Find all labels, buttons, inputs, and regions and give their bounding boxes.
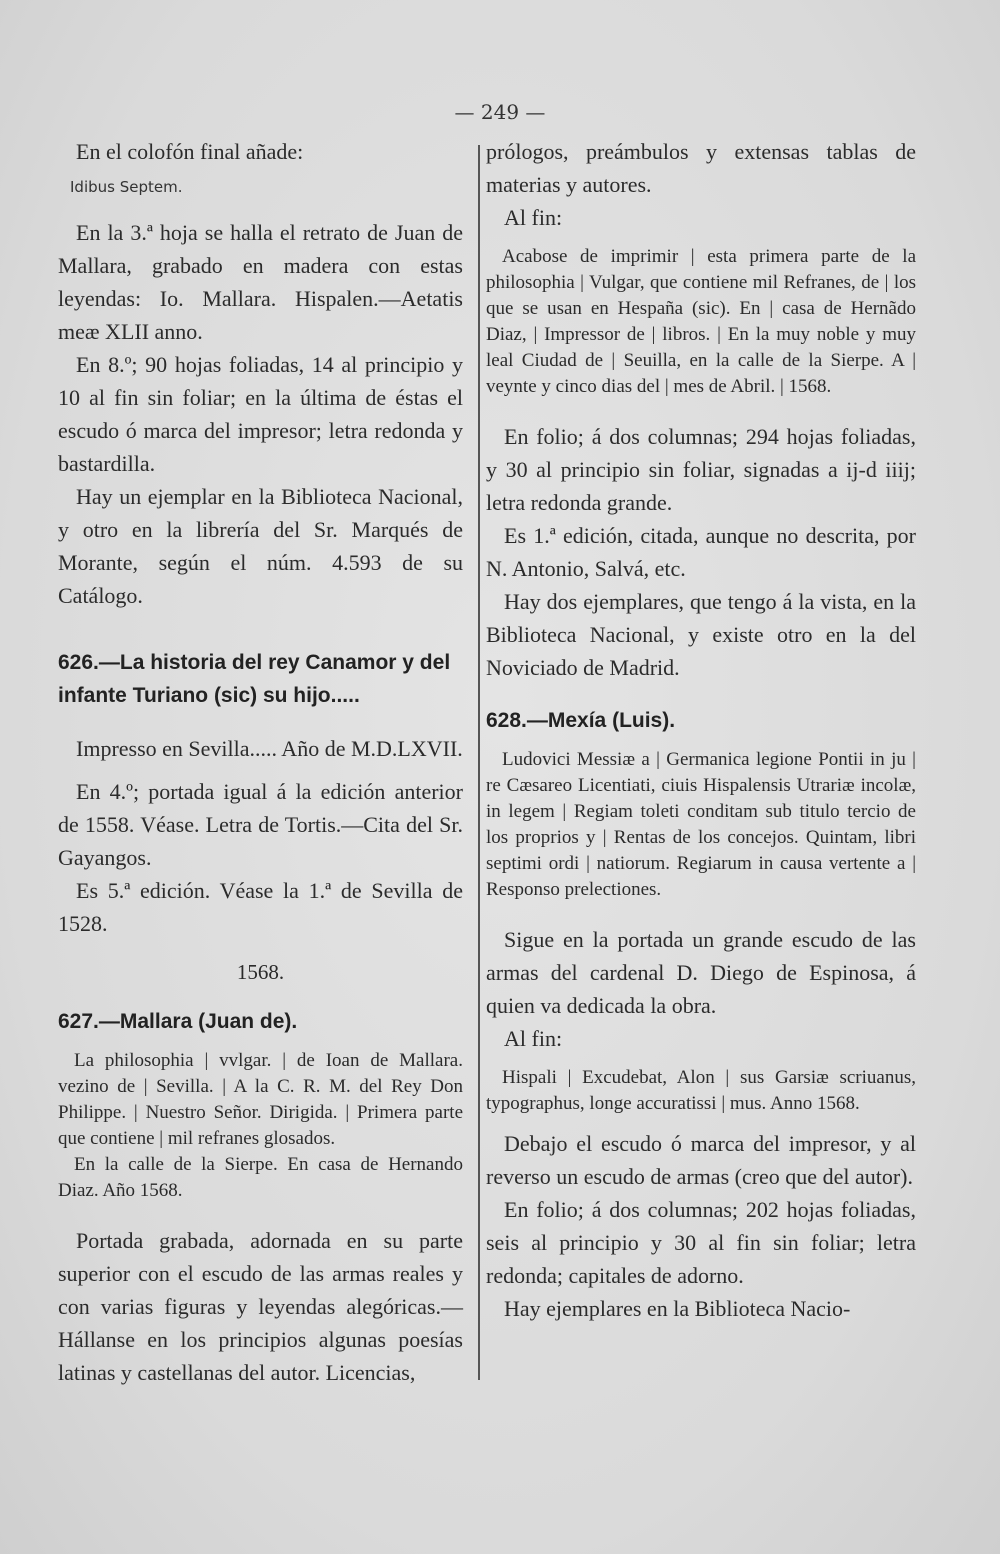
- entry-628-al-fin: Al fin:: [504, 1026, 563, 1051]
- entry-627-imprint: En la calle de la Sierpe. En casa de Hernando Diaz. Año 1568.: [58, 1154, 463, 1201]
- column-divider: [478, 145, 480, 1380]
- entry-626-heading: 626.—La historia del rey Canamor y del infante Turiano (sic) su hijo.....: [58, 651, 451, 707]
- entry-626-edition: Es 5.ª edición. Véase la 1.ª de Sevilla de 1528.: [58, 878, 463, 936]
- edition-paragraph: Es 1.ª edición, citada, aunque no descrita, por N. Antonio, Salvá, etc.: [486, 523, 916, 581]
- colophon-text: Idibus Septem.: [70, 178, 183, 196]
- entry-627-title: La philosophia | vvlgar. | de Ioan de Mallara. vezino de | Sevilla. | A la C. R. M. del Rey Don Philippe. | Nuestro Señor. Dirigida. | Primera parte que contiene | mil refranes glosados.: [58, 1050, 463, 1149]
- entry-628-portada: Sigue en la portada un grande escudo de las armas del cardenal D. Diego de Espinosa, á quien va dedicada la obra.: [486, 927, 916, 1018]
- entry-626-format: En 4.º; portada igual á la edición anterior de 1558. Véase. Letra de Tortis.—Cita del Sr. Gayangos.: [58, 779, 463, 870]
- right-column: [486, 135, 916, 1325]
- folio-paragraph: En folio; á dos columnas; 294 hojas foliadas, y 30 al principio sin foliar, signadas a ij-d iiij; letra redonda grande.: [486, 424, 916, 515]
- entry-628-heading: 628.—Mexía (Luis).: [486, 709, 676, 732]
- entry-628-title: Ludovici Messiæ a | Germanica legione Pontii in ju | re Cæsareo Licentiati, ciuis Hispalensis Utrariæ incolæ, in legem | Regiam toleti conditam sub titulo tercio de los proprios y | Rentas de los concejos. Quintam, libri septimi ordi | natiorum. Regiarum in causa vertente a | Responso prelectiones.: [486, 749, 916, 900]
- entry-628-colophon: Hispali | Excudebat, Alon | sus Garsiæ scriuanus, typographus, longe accuratissi | mus. Anno 1568.: [486, 1067, 916, 1114]
- entry-627-description: Portada grabada, adornada en su parte superior con el escudo de las armas reales y con varias figuras y leyendas alegóricas.— Hállanse en los principios algunas poesías latinas y castellanas del autor. Licencias,: [58, 1228, 463, 1385]
- colophon-intro: En el colofón final añade:: [76, 139, 304, 164]
- al-fin-label: Al fin:: [504, 205, 563, 230]
- left-column: [58, 135, 463, 1389]
- colophon-transcription: Acabose de imprimir | esta primera parte de la philosophia | Vulgar, que contiene mil Refranes, de | los que se usan en Hespaña (sic). En | casa de Hernãdo Diaz, | Impressor de | libros. | En la muy noble y muy leal Ciudad de | Seuilla, en la calle de la Sierpe. A | veynte y cinco dias del | mes de Abril. | 1568.: [486, 246, 916, 397]
- entry-628-format: En folio; á dos columnas; 202 hojas foliadas, seis al principio y 30 al fin sin foliar; letra redonda; capitales de adorno.: [486, 1197, 916, 1288]
- portrait-paragraph: En la 3.ª hoja se halla el retrato de Juan de Mallara, grabado en madera con estas leyendas: Io. Mallara. Hispalen.—Aetatis meæ XLII anno.: [58, 220, 463, 344]
- continuation-paragraph: prólogos, preámbulos y extensas tablas de materias y autores.: [486, 139, 916, 197]
- copies-paragraph-right: Hay dos ejemplares, que tengo á la vista, en la Biblioteca Nacional, y existe otro en la del Noviciado de Madrid.: [486, 589, 916, 680]
- entry-627-heading: 627.—Mallara (Juan de).: [58, 1010, 298, 1033]
- copies-paragraph: Hay un ejemplar en la Biblioteca Nacional, y otro en la librería del Sr. Marqués de Morante, según el núm. 4.593 de su Catálogo.: [58, 484, 463, 608]
- page-number: — 249 —: [454, 100, 546, 124]
- entry-628-copies: Hay ejemplares en la Biblioteca Nacio-: [504, 1296, 851, 1321]
- entry-626-imprint: Impresso en Sevilla..... Año de M.D.LXVII.: [76, 736, 463, 761]
- entry-628-escudo: Debajo el escudo ó marca del impresor, y al reverso un escudo de armas (creo que del autor).: [486, 1131, 916, 1189]
- format-paragraph: En 8.º; 90 hojas foliadas, 14 al principio y 10 al fin sin foliar; en la última de éstas el escudo ó marca del impresor; letra redonda y bastardilla.: [58, 352, 463, 476]
- year-heading: 1568.: [236, 960, 285, 984]
